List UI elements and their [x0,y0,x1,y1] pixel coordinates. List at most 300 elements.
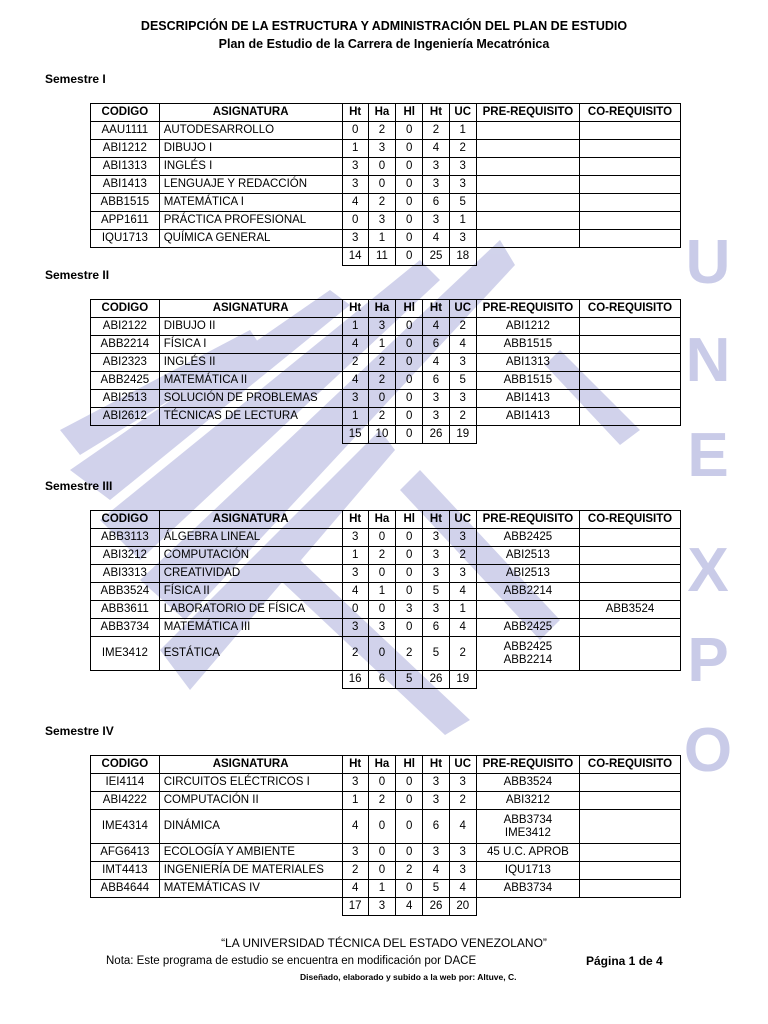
table-cell: 0 [396,408,423,426]
table-cell: ABB2214 [91,336,160,354]
column-header: UC [449,756,476,774]
table-cell: 2 [423,122,449,140]
total-cell: 14 [342,248,368,266]
university-motto: “LA UNIVERSIDAD TÉCNICA DEL ESTADO VENEZOLANO” [221,936,547,950]
table-row [91,158,681,176]
table-cell: COMPUTACIÓN II [159,792,342,810]
table-cell: DIBUJO II [159,318,342,336]
page-number: Página 1 de 4 [586,954,663,968]
table-cell: 0 [368,529,395,547]
table-cell: 0 [368,158,395,176]
semester-heading: Semestre II [45,268,110,282]
table-cell: ESTÁTICA [159,637,342,671]
column-header: Ht [342,756,368,774]
table-cell [476,122,579,140]
column-header: Ha [368,300,395,318]
table-cell: 3 [342,844,368,862]
table-cell: ABB2425 [476,529,579,547]
table-cell: 3 [423,408,449,426]
column-header: Ht [423,104,449,122]
table-cell [579,372,680,390]
table-cell [579,158,680,176]
table-cell: ABI2612 [91,408,160,426]
table-row [91,140,681,158]
table-cell: 2 [368,194,395,212]
blank-cell [91,248,160,266]
table-cell: 3 [342,176,368,194]
table-cell-line: IME3412 [504,826,551,839]
table-cell: ABI2122 [91,318,160,336]
table-cell [579,140,680,158]
column-header: Hl [396,104,423,122]
table-cell: 6 [423,810,449,844]
table-cell [579,529,680,547]
total-cell: 18 [449,248,476,266]
table-row [91,354,681,372]
table-cell: 1 [368,583,395,601]
table-cell: 0 [396,354,423,372]
table-cell: 2 [449,140,476,158]
table-cell: 4 [449,880,476,898]
table-cell: 2 [449,318,476,336]
table-cell: 3 [423,844,449,862]
table-cell: 0 [396,844,423,862]
table-cell: 45 U.C. APROB [476,844,579,862]
table-cell: IME4314 [91,810,160,844]
blank-cell [476,426,579,444]
table-cell: 0 [368,390,395,408]
table-cell: DINÁMICA [159,810,342,844]
table-cell: ABB3734 [91,619,160,637]
table-cell: IQU1713 [91,230,160,248]
table-cell [579,212,680,230]
table-cell: 4 [423,354,449,372]
totals-row [91,671,681,689]
table-cell: 5 [423,880,449,898]
table-cell: CREATIVIDAD [159,565,342,583]
blank-cell [91,898,160,916]
table-cell: CIRCUITOS ELÉCTRICOS I [159,774,342,792]
table-row [91,547,681,565]
table-cell: 6 [423,619,449,637]
table-cell: 0 [396,792,423,810]
table-cell: 0 [368,565,395,583]
column-header: PRE-REQUISITO [476,511,579,529]
watermark-letter: E [687,421,729,490]
curriculum-table [90,755,681,916]
table-header-row [91,104,681,122]
table-cell [476,140,579,158]
table-cell [579,122,680,140]
table-cell: 3 [423,158,449,176]
table-cell: 3 [449,390,476,408]
curriculum-table [90,510,681,689]
total-cell: 0 [396,248,423,266]
table-cell [579,318,680,336]
table-cell: 6 [423,194,449,212]
table-cell-line: ABB3734 [503,813,553,826]
table-cell: 5 [449,194,476,212]
table-row [91,844,681,862]
table-cell: AUTODESARROLLO [159,122,342,140]
table-cell: INGENIERÍA DE MATERIALES [159,862,342,880]
table-cell: 3 [342,158,368,176]
table-cell: 1 [368,336,395,354]
table-cell: 3 [449,565,476,583]
blank-cell [579,671,680,689]
designer-credit: Diseñado, elaborado y subido a la web por: Altuve, C. [300,972,517,982]
table-cell: PRÁCTICA PROFESIONAL [159,212,342,230]
table-cell: ABB1515 [91,194,160,212]
table-cell: 4 [342,372,368,390]
total-cell: 26 [423,671,449,689]
column-header: CO-REQUISITO [579,104,680,122]
table-cell: 3 [368,212,395,230]
table-cell: 4 [449,336,476,354]
table-header-row [91,756,681,774]
blank-cell [476,248,579,266]
table-cell: ABB1515 [476,372,579,390]
table-cell [579,194,680,212]
table-cell: ABI4222 [91,792,160,810]
blank-cell [91,671,160,689]
table-cell: 3 [449,529,476,547]
table-row [91,862,681,880]
blank-cell [476,898,579,916]
table-cell-multiline [476,810,579,844]
table-cell: 0 [396,212,423,230]
table-cell: 3 [342,529,368,547]
table-cell: 4 [342,336,368,354]
column-header: Ht [423,756,449,774]
column-header: CO-REQUISITO [579,300,680,318]
table-cell: 1 [342,318,368,336]
total-cell: 19 [449,426,476,444]
table-cell: AFG6413 [91,844,160,862]
table-cell: 2 [449,792,476,810]
table-cell: 2 [449,637,476,671]
blank-cell [579,898,680,916]
table-cell: ABB3524 [579,601,680,619]
totals-row [91,898,681,916]
table-cell: 0 [396,194,423,212]
column-header: ASIGNATURA [159,104,342,122]
total-cell: 6 [368,671,395,689]
table-cell: 0 [368,862,395,880]
table-cell: 0 [396,547,423,565]
table-cell: 2 [342,354,368,372]
table-cell [476,230,579,248]
table-cell: 0 [368,810,395,844]
table-cell: 4 [449,583,476,601]
table-cell: 1 [342,408,368,426]
table-cell: 0 [342,212,368,230]
table-cell [579,880,680,898]
table-cell: 0 [396,372,423,390]
table-cell: 3 [449,354,476,372]
table-cell: 5 [423,637,449,671]
table-cell-line: ABB2214 [503,653,553,666]
table-cell: 1 [342,792,368,810]
table-cell-multiline [476,637,579,671]
column-header: Ht [423,300,449,318]
table-cell: 2 [396,862,423,880]
table-cell: 2 [368,354,395,372]
table-cell [579,336,680,354]
table-row [91,774,681,792]
table-row [91,637,681,671]
table-cell: 4 [423,862,449,880]
table-cell: 3 [449,774,476,792]
table-cell: ABI3313 [91,565,160,583]
table-row [91,336,681,354]
table-cell: 3 [368,318,395,336]
watermark-letter: X [687,536,729,605]
table-cell: 0 [396,230,423,248]
total-cell: 25 [423,248,449,266]
table-cell: ABI1212 [476,318,579,336]
table-cell: 3 [449,158,476,176]
blank-cell [159,426,342,444]
table-cell: 3 [423,792,449,810]
table-row [91,212,681,230]
table-row [91,318,681,336]
table-cell: FÍSICA II [159,583,342,601]
column-header: CODIGO [91,104,160,122]
table-cell: 2 [449,547,476,565]
table-cell [476,176,579,194]
total-cell: 11 [368,248,395,266]
table-cell: 3 [342,390,368,408]
column-header: UC [449,300,476,318]
table-cell [579,774,680,792]
table-row [91,792,681,810]
table-cell: ABI2513 [476,565,579,583]
table-row [91,230,681,248]
table-cell [476,158,579,176]
document-subtitle: Plan de Estudio de la Carrera de Ingeniería Mecatrónica [218,37,550,51]
table-cell: 3 [423,390,449,408]
total-cell: 16 [342,671,368,689]
table-cell: ECOLOGÍA Y AMBIENTE [159,844,342,862]
table-cell: ABI2323 [91,354,160,372]
table-cell: INGLÉS II [159,354,342,372]
column-header: ASIGNATURA [159,511,342,529]
table-row [91,565,681,583]
table-cell: 3 [342,230,368,248]
table-cell: 3 [396,601,423,619]
table-cell: ABB3611 [91,601,160,619]
column-header: ASIGNATURA [159,756,342,774]
table-cell: 1 [368,230,395,248]
column-header: Hl [396,756,423,774]
table-cell: 2 [368,372,395,390]
table-cell: 3 [449,862,476,880]
total-cell: 5 [396,671,423,689]
column-header: Ht [423,511,449,529]
table-cell [579,565,680,583]
table-cell: 0 [342,122,368,140]
column-header: CODIGO [91,511,160,529]
table-header-row [91,300,681,318]
totals-row [91,426,681,444]
table-cell [476,194,579,212]
table-cell: 0 [368,176,395,194]
table-cell: 4 [342,880,368,898]
total-cell: 17 [342,898,368,916]
column-header: ASIGNATURA [159,300,342,318]
table-cell [579,408,680,426]
table-cell: 2 [342,862,368,880]
table-cell: 0 [396,583,423,601]
table-cell: 3 [423,774,449,792]
table-cell: 0 [396,176,423,194]
table-cell: IME3412 [91,637,160,671]
table-row [91,583,681,601]
table-cell [579,862,680,880]
table-cell-line: ABB2425 [503,640,553,653]
table-cell: 0 [368,637,395,671]
column-header: CODIGO [91,756,160,774]
table-cell: INGLÉS I [159,158,342,176]
table-cell: IMT4413 [91,862,160,880]
table-cell: 0 [396,619,423,637]
blank-cell [159,248,342,266]
table-cell: 1 [449,212,476,230]
table-cell: 4 [342,583,368,601]
table-cell: 0 [396,158,423,176]
table-cell: 2 [342,637,368,671]
table-cell: 0 [368,844,395,862]
table-cell: ABI2513 [91,390,160,408]
table-cell: ABI1413 [91,176,160,194]
column-header: Hl [396,511,423,529]
table-cell [579,583,680,601]
blank-cell [159,671,342,689]
column-header: UC [449,104,476,122]
table-cell [579,844,680,862]
table-cell [579,354,680,372]
table-cell: 1 [449,122,476,140]
table-cell: 3 [423,565,449,583]
total-cell: 10 [368,426,395,444]
table-cell: ABB2425 [91,372,160,390]
table-cell: 2 [368,122,395,140]
table-row [91,880,681,898]
table-cell: LABORATORIO DE FÍSICA [159,601,342,619]
table-cell: 0 [396,774,423,792]
table-cell: 2 [368,547,395,565]
column-header: Hl [396,300,423,318]
table-cell: ABB3524 [91,583,160,601]
total-cell: 0 [396,426,423,444]
column-header: PRE-REQUISITO [476,300,579,318]
column-header: CO-REQUISITO [579,511,680,529]
table-cell: 0 [396,810,423,844]
table-cell [579,637,680,671]
table-cell: MATEMÁTICA I [159,194,342,212]
totals-row [91,248,681,266]
table-cell [476,601,579,619]
total-cell: 26 [423,898,449,916]
table-cell: 1 [342,547,368,565]
total-cell: 15 [342,426,368,444]
total-cell: 4 [396,898,423,916]
table-cell: ABB3113 [91,529,160,547]
watermark-letter: U [685,228,731,297]
column-header: Ha [368,511,395,529]
table-cell: 6 [423,372,449,390]
table-cell: 3 [449,230,476,248]
table-cell: 0 [396,140,423,158]
table-cell [579,619,680,637]
table-cell [579,176,680,194]
table-cell [579,792,680,810]
table-cell: TÉCNICAS DE LECTURA [159,408,342,426]
watermark-letter: O [683,716,733,785]
column-header: PRE-REQUISITO [476,756,579,774]
table-row [91,176,681,194]
column-header: UC [449,511,476,529]
table-cell: 3 [423,212,449,230]
table-row [91,601,681,619]
table-cell: 1 [342,140,368,158]
table-cell: 2 [449,408,476,426]
table-cell: QUÍMICA GENERAL [159,230,342,248]
blank-cell [579,248,680,266]
table-cell: 4 [423,230,449,248]
table-row [91,194,681,212]
table-row [91,619,681,637]
table-cell: 3 [368,619,395,637]
table-cell: 0 [342,601,368,619]
table-cell [579,810,680,844]
blank-cell [91,426,160,444]
table-cell: 0 [396,880,423,898]
table-cell: ABI2513 [476,547,579,565]
table-cell: 5 [449,372,476,390]
table-row [91,390,681,408]
table-cell [476,212,579,230]
table-cell: FÍSICA I [159,336,342,354]
table-cell: AAU1111 [91,122,160,140]
table-cell: ABI1413 [476,390,579,408]
column-header: Ha [368,756,395,774]
table-cell: ABI1313 [476,354,579,372]
table-cell: ABB1515 [476,336,579,354]
table-cell: 3 [423,601,449,619]
table-cell: 0 [396,529,423,547]
document-title: DESCRIPCIÓN DE LA ESTRUCTURA Y ADMINISTRACIÓN DEL PLAN DE ESTUDIO [140,19,628,33]
table-cell: 2 [368,408,395,426]
table-cell: ABI1413 [476,408,579,426]
table-row [91,372,681,390]
table-cell: ABB3734 [476,880,579,898]
column-header: Ht [342,300,368,318]
table-cell: 3 [342,774,368,792]
table-cell: MATEMÁTICA II [159,372,342,390]
total-cell: 20 [449,898,476,916]
table-cell: 3 [423,176,449,194]
total-cell: 26 [423,426,449,444]
footer-note: Nota: Este programa de estudio se encuentra en modificación por DACE [106,955,477,967]
table-cell: SOLUCIÓN DE PROBLEMAS [159,390,342,408]
table-cell: 0 [368,601,395,619]
column-header: Ht [342,511,368,529]
table-cell: 4 [449,810,476,844]
table-cell: ÁLGEBRA LINEAL [159,529,342,547]
table-cell [579,547,680,565]
